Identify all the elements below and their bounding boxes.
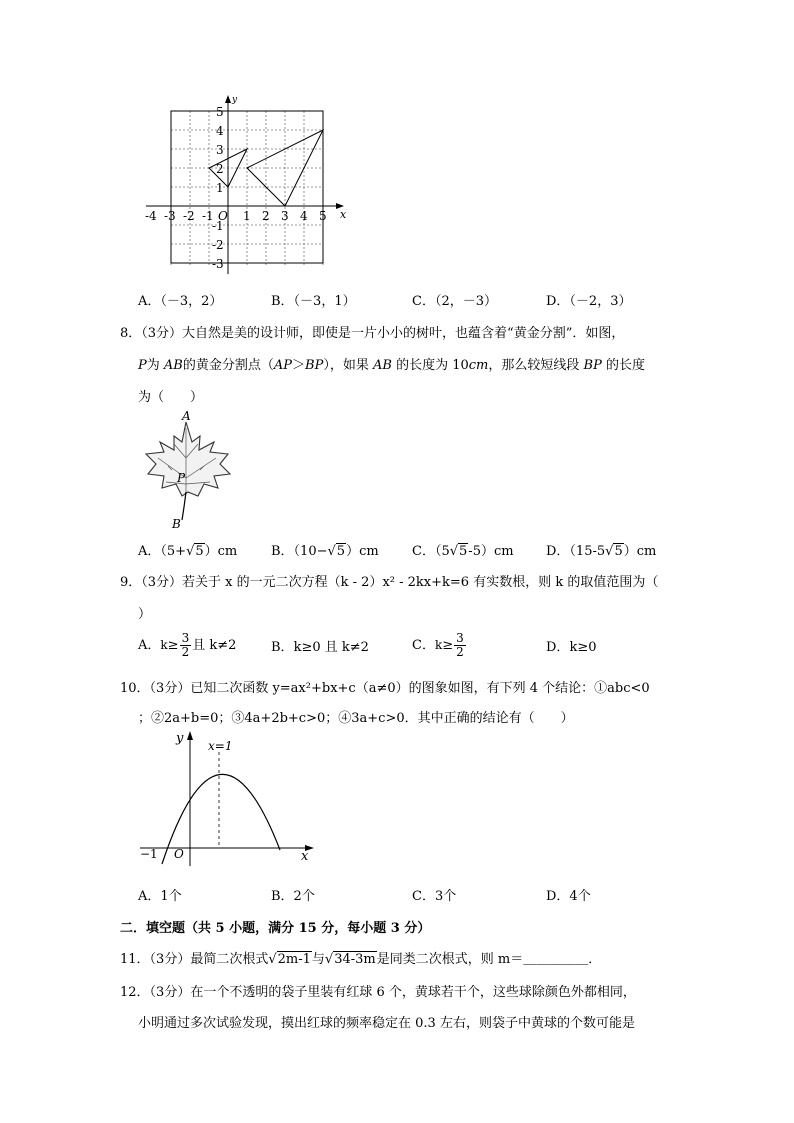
q8-p: P [138, 358, 147, 373]
q8-leaf-label-b: B [172, 517, 181, 531]
q8-leaf-label-a: A [182, 409, 191, 423]
q8-text: 的黄金分割点（ [182, 358, 274, 373]
q8-option-a-post: ）cm [204, 544, 238, 559]
q11-pre: 11．（3分）最简二次根式 [120, 952, 269, 967]
section-2-heading: 二．填空题（共 5 小题，满分 15 分，每小题 3 分） [120, 921, 431, 936]
q8-option-d-pre: D．（15-5 [546, 544, 606, 559]
q8-leaf-shape [146, 422, 230, 496]
q10-option-b[interactable]: B．2个 [271, 889, 315, 904]
q8-ab: AB [373, 358, 392, 373]
q7-x-tick: 4 [300, 209, 308, 223]
q8-text: ，那么较短线段 [488, 358, 580, 373]
numerator: 3 [456, 631, 464, 645]
q11-radicand-2: 34-3m [334, 952, 376, 967]
q8-question-line1: 8．（3分）大自然是美的设计师，即使是一片小小的树叶，也蕴含着“黄金分割”．如图， [120, 326, 625, 341]
q7-x-tick: -2 [183, 209, 195, 223]
q7-x-tick: 5 [319, 209, 327, 223]
q8-option-c[interactable] [412, 540, 514, 559]
q7-x-tick: O [218, 209, 228, 223]
q8-leaf-figure [138, 408, 238, 532]
q8-text: 为 [146, 358, 160, 373]
q12-question-line1: 12．（3分）在一个不透明的袋子里装有红球 6 个，黄球若干个，这些球除颜色外都相同， [120, 985, 636, 1000]
q8-option-c-radicand: 5 [459, 544, 468, 559]
q8-option-d-radicand: 5 [614, 544, 623, 559]
sqrt-symbol: √ [186, 544, 195, 559]
q7-x-ticks [145, 209, 327, 223]
q7-x-tick: -4 [145, 209, 157, 223]
q8-question-line2 [138, 354, 645, 373]
q7-y-axis-label: y [232, 95, 238, 105]
q8-ap: AP [273, 358, 293, 373]
q7-option-c[interactable]: C．（2，－3） [412, 294, 497, 309]
q9-option-d-label: D． [546, 640, 570, 655]
q8-option-b-post: ）cm [346, 544, 379, 559]
q8-option-d[interactable] [546, 540, 656, 559]
denominator: 2 [181, 645, 190, 659]
fraction [454, 632, 466, 659]
q8-cm: cm [468, 358, 489, 373]
q8-question-line3: 为（ ） [138, 390, 204, 405]
q10-question-line2: ；②2a+b=0；③4a+2b+c>0；④3a+c>0．其中正确的结论有（ ） [138, 711, 574, 726]
q8-text: ＞ [292, 358, 306, 373]
q7-x-tick: 2 [262, 209, 270, 223]
q9-option-a-k: k [160, 638, 168, 652]
q9-option-a-ge: ≥ [167, 638, 179, 653]
q7-y-tick: 4 [216, 124, 224, 138]
q7-grid [171, 111, 323, 265]
q9-option-a[interactable] [138, 632, 236, 659]
q10-question-line1: 10．（3分）已知二次函数 y=ax²+bx+c（a≠0）的图象如图，有下列 4 个结论：①abc<0 [120, 681, 650, 696]
q9-question-line2: ） [138, 607, 152, 622]
q9-option-c[interactable] [412, 632, 467, 659]
q7-y-tick: -2 [212, 238, 224, 252]
q8-option-a[interactable] [138, 540, 237, 559]
q8-ab: AB [163, 358, 183, 373]
q7-y-tick: -1 [212, 219, 224, 233]
q8-text: 的长度为 10 [396, 358, 469, 373]
q8-option-a-pre: A．（5+ [138, 544, 187, 559]
q8-bp: BP [583, 358, 602, 373]
q8-text: 的长度 [606, 358, 646, 373]
sqrt-symbol: √ [327, 544, 336, 559]
q8-leaf-label-p: P [177, 471, 186, 485]
q8-text: ），如果 [323, 358, 369, 373]
q10-option-c[interactable]: C．3个 [412, 889, 457, 904]
q7-x-tick: -3 [164, 209, 176, 223]
q10-y-label: y [176, 731, 184, 746]
sqrt-symbol: √ [324, 952, 334, 967]
q7-x-tick: -1 [202, 209, 214, 223]
q9-option-b[interactable] [271, 636, 369, 655]
q7-y-tick: 3 [216, 143, 224, 157]
q9-question-line1: 9．（3分）若关于 x 的一元二次方程（k - 2）x² - 2kx+k=6 有实数根，则 k 的取值范围为（ [120, 575, 659, 590]
q8-option-d-post: ）cm [623, 544, 657, 559]
q7-y-tick: 2 [216, 162, 224, 176]
q11-radicand-1: 2m-1 [277, 952, 311, 967]
q10-minus-one-label: −1 [140, 847, 158, 861]
q7-option-b[interactable]: B．（－3，1） [271, 294, 356, 309]
sqrt-symbol: √ [268, 952, 277, 967]
q10-option-a[interactable]: A．1个 [138, 889, 182, 904]
q12-question-line2: 小明通过多次试验发现，摸出红球的频率稳定在 0.3 左右，则袋子中黄球的个数可能是 [138, 1016, 635, 1031]
q9-option-b-label: B． [271, 640, 294, 655]
q7-x-tick: 3 [281, 209, 289, 223]
q10-symmetry-label: x=1 [208, 739, 233, 753]
q10-option-d[interactable]: D．4个 [546, 889, 591, 904]
q8-option-b[interactable] [271, 540, 379, 559]
q8-option-a-radicand: 5 [195, 544, 204, 559]
q11-mid: 与 [311, 952, 325, 967]
q7-option-a[interactable]: A．（－3，2） [138, 294, 223, 309]
q8-option-b-radicand: 5 [336, 544, 346, 559]
numerator: 3 [181, 631, 190, 645]
q9-option-d[interactable] [546, 636, 596, 655]
q7-option-d[interactable]: D．（－2，3） [546, 294, 632, 309]
q8-option-b-pre: B．（10− [271, 544, 328, 559]
q10-x-label: x [301, 849, 309, 864]
q7-y-tick: 1 [216, 181, 224, 195]
q7-coordinate-graph [138, 92, 360, 278]
q9-option-a-tail: 且 k≠2 [192, 638, 237, 653]
q7-y-ticks [212, 105, 224, 271]
q10-parabola-graph [138, 728, 318, 868]
denominator: 2 [456, 645, 464, 659]
fraction [180, 632, 192, 659]
q8-option-c-pre: C．（5 [412, 544, 450, 559]
q7-y-tick: -3 [212, 257, 224, 271]
q11-post: 是同类二次根式，则 m＝＿＿＿＿＿． [376, 952, 602, 967]
q9-option-c-ge: ≥ [442, 638, 454, 653]
q9-option-b-text: k≥0 且 k≠2 [293, 640, 369, 655]
q9-option-d-text: k≥0 [569, 640, 597, 655]
q9-option-c-label: C． [412, 638, 435, 653]
q8-option-c-post: -5）cm [468, 544, 514, 559]
q8-bp: BP [305, 358, 324, 373]
q7-x-axis-label: x [340, 208, 347, 221]
sqrt-symbol: √ [605, 544, 614, 559]
q7-y-tick: 5 [216, 105, 224, 119]
q9-option-c-k: k [434, 638, 443, 652]
q10-origin-label: O [174, 847, 184, 861]
q9-option-a-label: A． [138, 638, 161, 653]
q11-question [120, 948, 601, 967]
q7-x-tick: 1 [243, 209, 251, 223]
sqrt-symbol: √ [449, 544, 459, 559]
